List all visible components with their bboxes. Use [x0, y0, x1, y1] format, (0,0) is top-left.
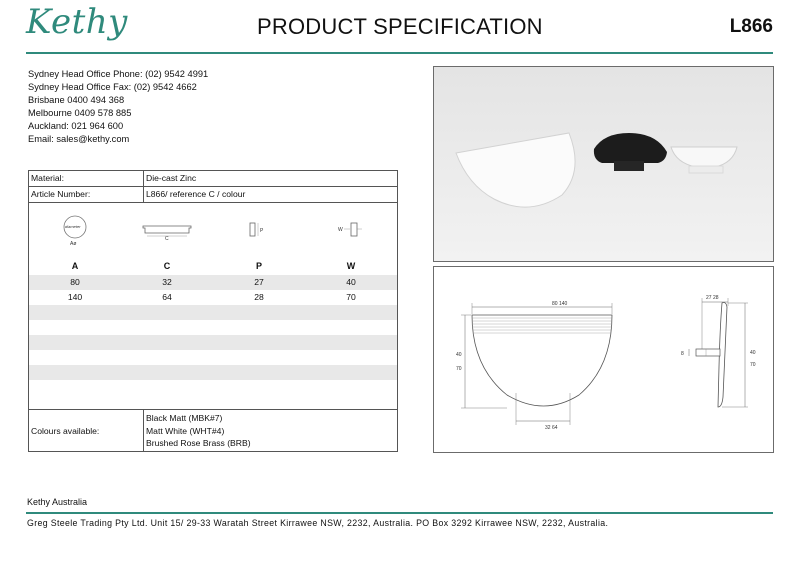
- article-label: Article Number:: [29, 187, 144, 202]
- material-row: [28, 170, 398, 187]
- article-value: L866/ reference C / colour: [146, 189, 246, 199]
- article-row: [28, 187, 398, 203]
- icon-label-c: C: [165, 236, 169, 240]
- material-value: Die-cast Zinc: [146, 173, 197, 183]
- dim-side-left-label: 8: [681, 351, 684, 357]
- dim-left-label-2: 70: [456, 366, 462, 372]
- col-header-w: W: [346, 261, 356, 271]
- icon-label-w: W: [338, 227, 343, 233]
- spec-table: [28, 170, 398, 452]
- dimension-icons: [29, 203, 397, 257]
- handle-front-view: [472, 315, 612, 406]
- table-row: [29, 290, 397, 305]
- dim-side-top-label: 27 28: [706, 295, 719, 301]
- projection-icon: [246, 219, 272, 241]
- table-row: [29, 275, 397, 290]
- document-title: PRODUCT SPECIFICATION: [257, 14, 543, 39]
- contact-line: Melbourne 0409 578 885: [28, 108, 132, 118]
- table-cell: 40: [346, 277, 356, 287]
- product-photo: [433, 66, 774, 262]
- icon-label-a: Aø: [70, 241, 77, 247]
- colours-list: [144, 410, 397, 451]
- brand-logo: Kethy: [26, 2, 128, 42]
- contact-line: Brisbane 0400 494 368: [28, 95, 125, 105]
- table-cell: 70: [346, 292, 356, 302]
- contact-line: Sydney Head Office Fax: (02) 9542 4662: [28, 82, 197, 92]
- colours-row: [28, 410, 398, 452]
- table-cell: 28: [254, 292, 264, 302]
- icon-label-diameter: diameter: [65, 224, 81, 229]
- width-icon: [336, 219, 366, 241]
- table-row-empty: [29, 320, 397, 335]
- dim-side-right-label-2: 70: [750, 362, 756, 368]
- dim-left-label-1: 40: [456, 352, 462, 358]
- technical-drawing: [433, 266, 774, 453]
- col-header-p: P: [255, 261, 262, 271]
- dimensions-header: [29, 257, 397, 275]
- colour-option: Matt White (WHT#4): [146, 425, 225, 436]
- col-header-c: C: [163, 261, 171, 271]
- colour-option: Black Matt (MBK#7): [146, 413, 223, 423]
- colours-label: Colours available:: [29, 410, 144, 451]
- contact-line: Sydney Head Office Phone: (02) 9542 4991: [28, 69, 209, 79]
- icon-label-p: P: [260, 228, 264, 234]
- footer-address: Greg Steele Trading Pty Ltd. Unit 15/ 29-33 Waratah Street Kirrawee NSW, 2232, Australia. PO Box 3292 Kirrawee NSW, 2232, Australia.: [27, 518, 609, 528]
- header-rule: [26, 52, 773, 54]
- table-row-empty: [29, 335, 397, 350]
- footer-company: Kethy Australia: [27, 497, 88, 507]
- dimensions-block: [28, 203, 398, 410]
- technical-drawing-svg: [434, 267, 773, 452]
- colour-option: Brushed Rose Brass (BRB): [146, 438, 251, 448]
- product-code: L866: [729, 16, 773, 37]
- table-cell: 27: [254, 277, 264, 287]
- table-cell: 140: [67, 292, 83, 302]
- dim-bottom-label: 32 64: [545, 425, 558, 431]
- table-row-empty: [29, 365, 397, 380]
- footer-rule: [26, 512, 773, 514]
- handle-length-icon: [137, 220, 197, 240]
- dim-top-label: 80 140: [552, 301, 568, 307]
- table-row-empty: [29, 305, 397, 320]
- product-photo-illustration: [434, 67, 773, 261]
- material-label: Material:: [29, 171, 144, 186]
- contact-block: [28, 68, 208, 146]
- table-cell: 64: [162, 292, 172, 302]
- dim-side-right-label-1: 40: [750, 350, 756, 356]
- contact-line: Auckland: 021 964 600: [28, 121, 124, 131]
- table-cell: 32: [162, 277, 172, 287]
- col-header-a: A: [71, 261, 79, 271]
- contact-email: Email: sales@kethy.com: [28, 134, 130, 144]
- diameter-icon: [55, 210, 95, 250]
- table-row-empty: [29, 350, 397, 365]
- table-cell: 80: [70, 277, 80, 287]
